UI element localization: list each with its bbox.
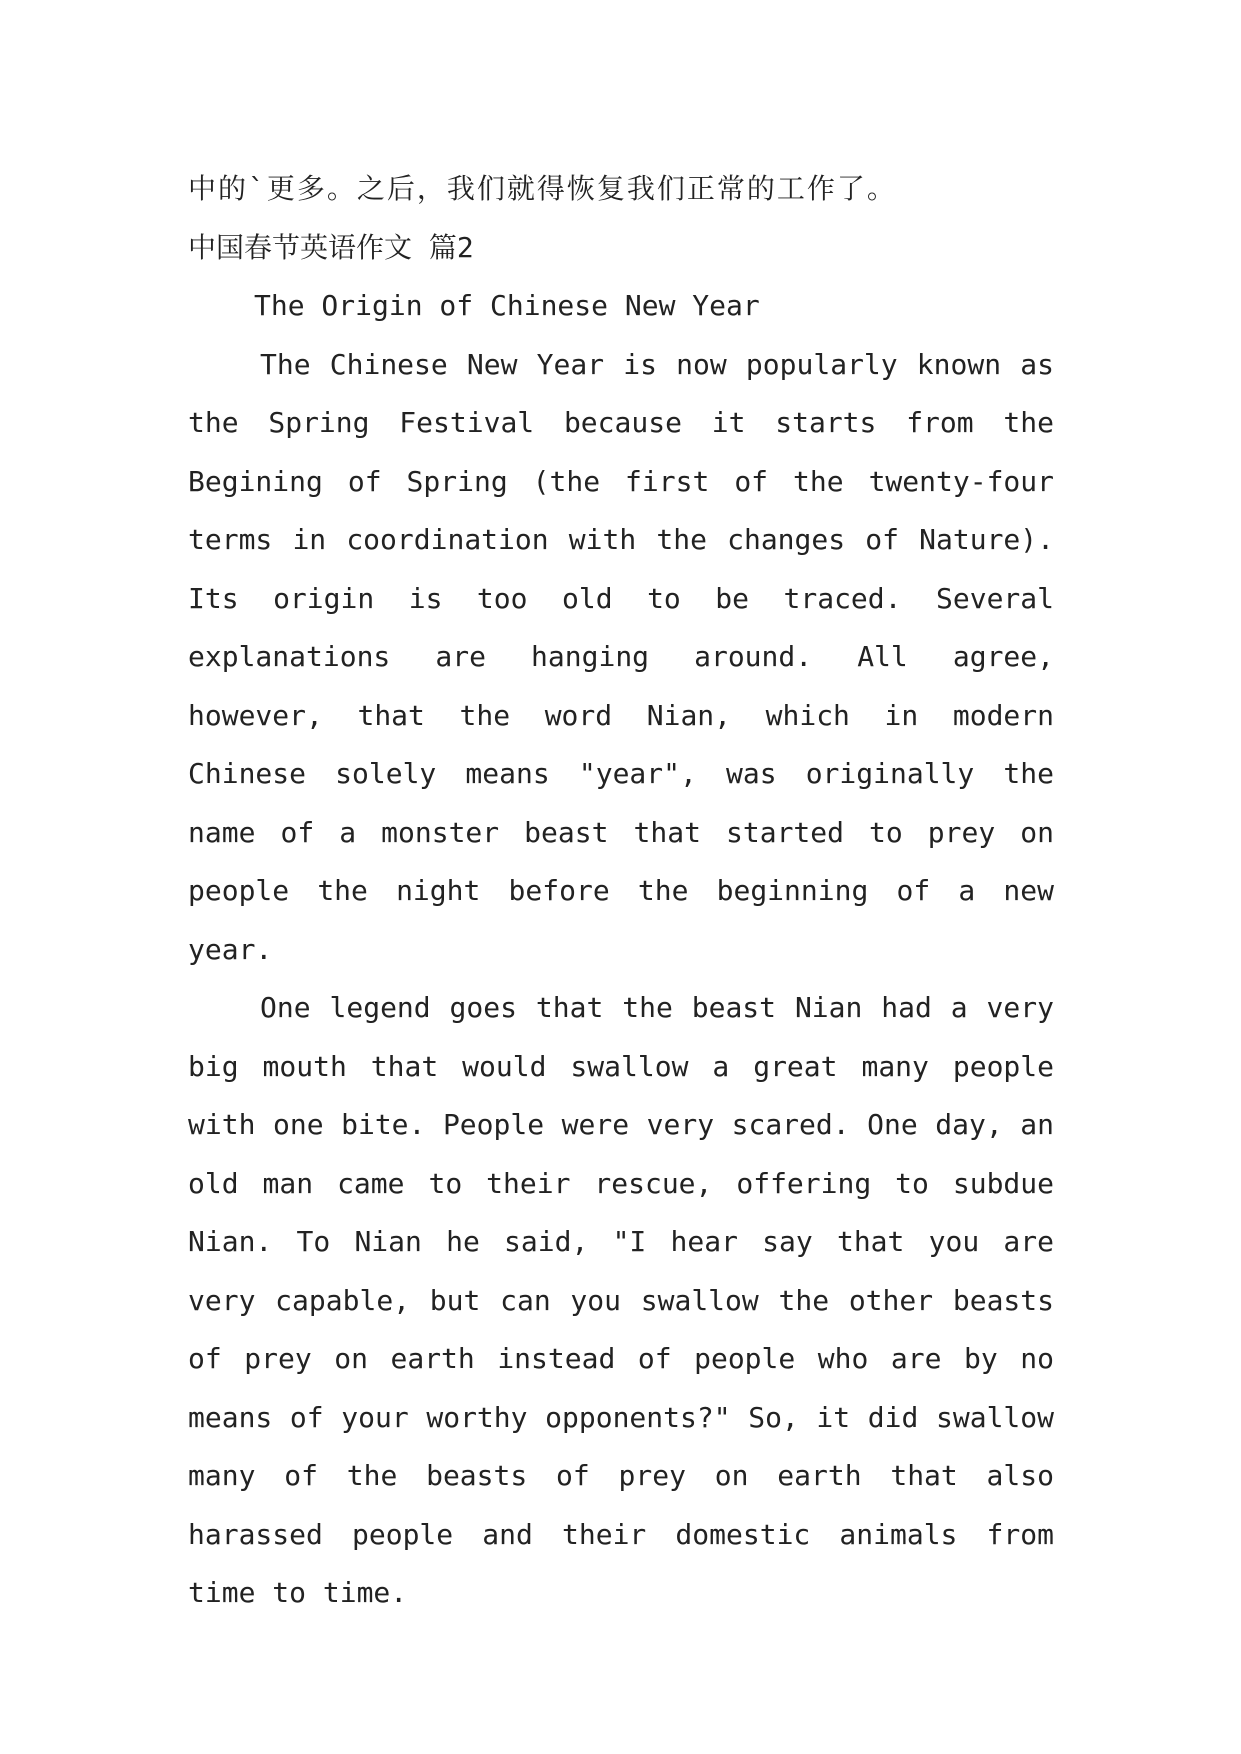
paragraph-legend: One legend goes that the beast Nian had a very big mouth that would swallow a great many people with one bite. People were very scared. One day, an old man came to their rescue, offering to subdue Nian. To Nian he said, "I hear say that you are very capable, but can you swallow the other beasts of prey on earth instead of people who are by no means of your worthy opponents?" So, it did swallow many of the beasts of prey on earth that also harassed people and their domestic animals from time to time.: [188, 991, 1054, 1609]
essay-title: The Origin of Chinese New Year: [254, 289, 760, 322]
section-heading: 中国春节英语作文 篇2: [188, 230, 474, 264]
document-body: [188, 160, 1054, 1623]
continuation-line: 中的`更多。之后，我们就得恢复我们正常的工作了。: [188, 172, 897, 205]
paragraph-origin: The Chinese New Year is now popularly known as the Spring Festival because it starts from the Begining of Spring (the first of the twenty-four terms in coordination with the changes of Nature). Its origin is too old to be traced. Several explanations are hanging around. All agree, however, that the word Nian, which in modern Chinese solely means "year", was originally the name of a monster beast that started to prey on people the night before the beginning of a new year.: [188, 347, 1054, 966]
